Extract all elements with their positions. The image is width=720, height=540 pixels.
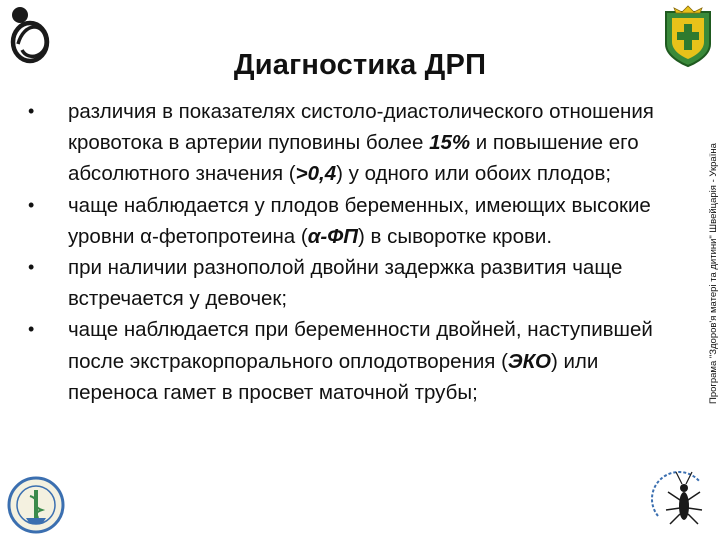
bullet-marker: • bbox=[28, 194, 35, 215]
page-title: Диагностика ДРП bbox=[233, 49, 487, 82]
bullet-list-container bbox=[28, 96, 668, 408]
list-item bbox=[28, 314, 668, 408]
bullet-text: ) в сыворотке крови. bbox=[358, 224, 553, 248]
bullet-emphasis: ЭКО bbox=[507, 349, 551, 373]
list-item bbox=[28, 190, 668, 252]
bullet-marker: • bbox=[28, 257, 35, 278]
insect-logo-icon bbox=[650, 464, 712, 536]
list-item bbox=[28, 252, 668, 314]
bullet-text: чаще наблюдается при беременности двойней, наступившей после экстракорпорального оплодотворения ( bbox=[68, 318, 653, 373]
bullet-list bbox=[28, 96, 668, 408]
medical-seal-icon bbox=[6, 474, 66, 536]
bullet-text: чаще наблюдается у плодов беременных, имеющих высокие уровни α-фетопротеина ( bbox=[68, 193, 651, 248]
bullet-emphasis: >0,4 bbox=[295, 162, 337, 186]
bullet-text: и повышение его абсолютного значения ( bbox=[68, 131, 639, 186]
bullet-text: ) или переноса гамет в просвет маточной трубы; bbox=[68, 349, 599, 404]
bullet-emphasis: α-ФП bbox=[307, 224, 359, 248]
bullet-marker: • bbox=[28, 319, 35, 340]
bullet-text: ) у одного или обоих плодов; bbox=[336, 162, 612, 186]
list-item bbox=[28, 96, 668, 190]
bullet-text: при наличии разнополой двойни задержка развития чаще встречается у девочек; bbox=[68, 256, 623, 311]
bullet-emphasis: 15% bbox=[429, 131, 471, 155]
bullet-text: различия в показателях систоло-диастолического отношения кровотока в артерии пуповины более bbox=[68, 100, 654, 155]
side-caption: Програма "Здоров'я матері та дитини" Швейцарія - Україна bbox=[708, 143, 719, 404]
bullet-marker: • bbox=[28, 101, 35, 121]
